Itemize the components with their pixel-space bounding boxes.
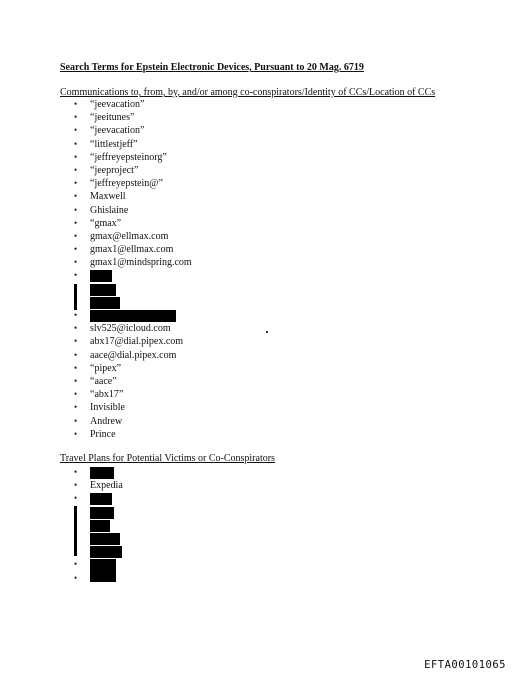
list-item — [74, 401, 192, 414]
bullet-icon: • — [74, 572, 78, 583]
bullet-icon: • — [74, 244, 78, 255]
list-item — [74, 164, 192, 177]
list-item-redacted — [74, 269, 192, 282]
bullet-icon: • — [74, 112, 78, 123]
scan-artifact-dot — [266, 331, 268, 333]
list-item — [74, 428, 192, 441]
list-item-redacted — [74, 519, 123, 532]
list-item-text: gmax1@ellmax.com — [90, 244, 174, 256]
list-item — [74, 322, 192, 335]
list-item-text: “aace” — [90, 375, 117, 387]
list-item-text: Ghislaine — [90, 204, 129, 216]
section-heading-travel: Travel Plans for Potential Victims or Co-Conspirators — [60, 453, 275, 464]
bullet-icon: • — [74, 428, 78, 439]
list-item-text: “littlestjeff” — [90, 138, 138, 150]
list-item-text: “jeffreyepsteinorg” — [90, 151, 167, 163]
bullet-icon: • — [74, 99, 78, 109]
bullet-icon: • — [74, 164, 78, 175]
list-item-redacted — [74, 492, 123, 505]
bullet-icon: • — [74, 559, 78, 570]
bullet-icon: • — [74, 310, 78, 320]
redaction-block — [90, 520, 110, 532]
list-item-text: aace@dial.pipex.com — [90, 349, 177, 361]
list-travel — [74, 466, 123, 585]
list-item-text: “jeevacation” — [90, 99, 145, 110]
redaction-block — [90, 310, 176, 322]
list-item-redacted — [74, 572, 123, 585]
bullet-icon: • — [74, 323, 78, 334]
list-item-redacted — [74, 545, 123, 558]
list-item-text: “abx17” — [90, 389, 124, 401]
section-heading-communications: Communications to, from, by, and/or among co-conspirators/Identity of CCs/Location of CCs — [60, 87, 436, 98]
list-item-text: “jeffreyepstein@” — [90, 178, 163, 190]
list-item — [74, 124, 192, 137]
list-item — [74, 256, 192, 269]
list-item-text: Invisible — [90, 402, 125, 414]
list-item-redacted — [74, 283, 192, 296]
list-item-text: gmax1@mindspring.com — [90, 257, 192, 269]
list-item-redacted — [74, 466, 123, 479]
document-id-stamp: EFTA00101065 — [424, 659, 506, 671]
bullet-icon: • — [74, 138, 78, 149]
bullet-icon: • — [74, 178, 78, 189]
list-item-text: “gmax” — [90, 217, 122, 229]
bullet-icon: • — [74, 389, 78, 400]
redaction-block — [90, 533, 120, 545]
bullet-icon: • — [74, 125, 78, 136]
redaction-block — [90, 546, 122, 558]
list-item — [74, 349, 192, 362]
list-item-text: “jeeitunes” — [90, 112, 135, 124]
list-item — [74, 190, 192, 203]
list-item — [74, 138, 192, 151]
bullet-icon: • — [74, 362, 78, 373]
bullet-icon: • — [74, 415, 78, 426]
list-item — [74, 98, 192, 111]
redaction-block — [90, 270, 112, 282]
bullet-icon: • — [74, 467, 78, 477]
bullet-icon: • — [74, 480, 78, 491]
page-title: Search Terms for Epstein Electronic Devices, Pursuant to 20 Mag. 6719 — [60, 62, 364, 73]
redaction-block — [90, 467, 114, 479]
list-item — [74, 230, 192, 243]
list-item — [74, 111, 192, 124]
bullet-icon: • — [74, 349, 78, 360]
bullet-icon: • — [74, 151, 78, 162]
list-item-text: gmax@ellmax.com — [90, 230, 169, 242]
redaction-block — [90, 493, 112, 505]
list-item — [74, 243, 192, 256]
bullet-icon: • — [74, 230, 78, 241]
list-item — [74, 335, 192, 348]
bullet-icon: • — [74, 191, 78, 202]
list-item-text: Prince — [90, 428, 116, 440]
list-item — [74, 388, 192, 401]
list-item — [74, 362, 192, 375]
list-communications — [74, 98, 192, 441]
bullet-icon: • — [74, 402, 78, 413]
bullet-icon: • — [74, 270, 78, 281]
list-item-text: “jeeproject” — [90, 164, 139, 176]
list-item — [74, 479, 123, 492]
redaction-block — [90, 297, 120, 309]
bullet-icon: • — [74, 336, 78, 347]
list-item-redacted — [74, 296, 192, 309]
bullet-icon: • — [74, 217, 78, 228]
list-item — [74, 375, 192, 388]
list-item — [74, 151, 192, 164]
list-item — [74, 217, 192, 230]
list-item-text: Expedia — [90, 480, 123, 492]
list-item-redacted — [74, 309, 192, 322]
list-item-redacted — [74, 506, 123, 519]
redaction-block — [90, 507, 114, 519]
redaction-margin-bar — [74, 506, 77, 556]
redaction-block — [90, 284, 116, 296]
bullet-icon: • — [74, 257, 78, 268]
list-item — [74, 415, 192, 428]
list-item-redacted — [74, 532, 123, 545]
list-item-text: “jeevacation” — [90, 125, 145, 137]
list-item-redacted — [74, 558, 123, 571]
bullet-icon: • — [74, 493, 78, 504]
list-item-text: slv525@icloud.com — [90, 323, 171, 335]
bullet-icon: • — [74, 204, 78, 215]
list-item — [74, 204, 192, 217]
list-item-text: Andrew — [90, 415, 123, 427]
list-item — [74, 177, 192, 190]
list-item-text: abx17@dial.pipex.com — [90, 336, 184, 348]
bullet-icon: • — [74, 375, 78, 386]
redaction-block — [90, 572, 116, 582]
list-item-text: “pipex” — [90, 362, 122, 374]
redaction-margin-bar — [74, 284, 77, 310]
list-item-text: Maxwell — [90, 191, 126, 203]
